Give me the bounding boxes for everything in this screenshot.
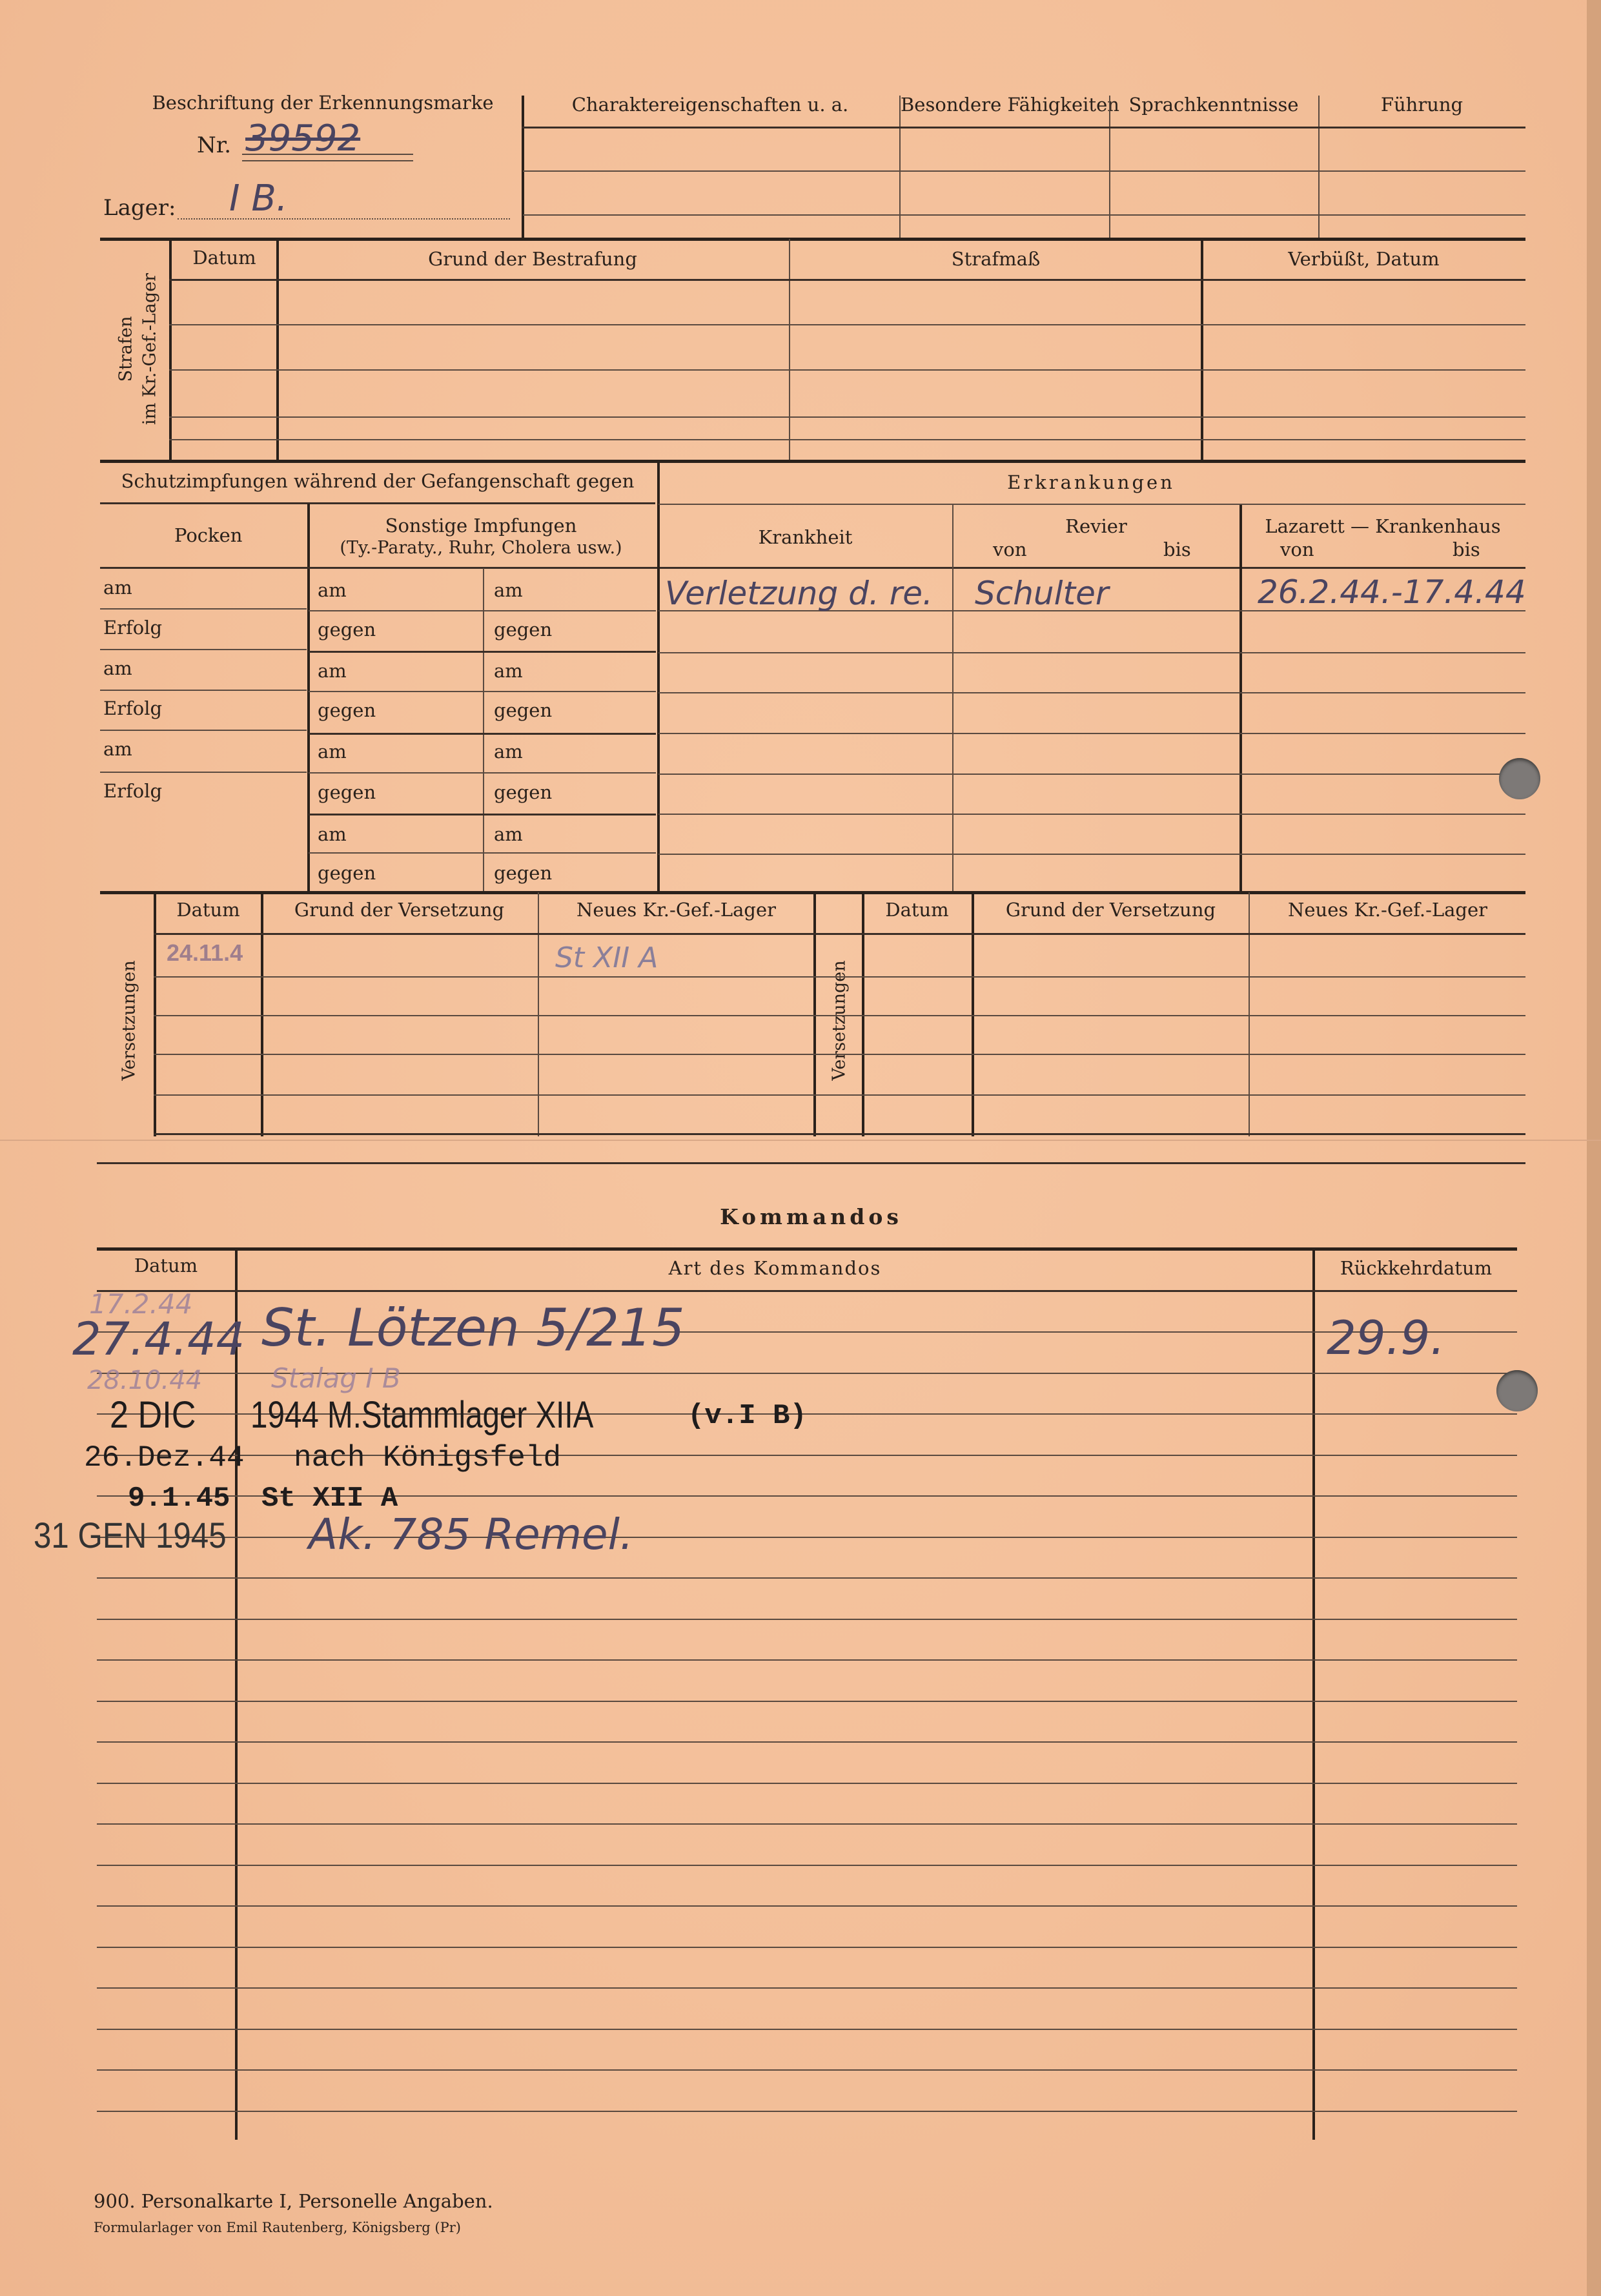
kommando-entry-4-rueck: (v.I B) — [688, 1400, 807, 1432]
impf-sep-1 — [307, 504, 310, 891]
top-line-2 — [523, 214, 1525, 216]
strafen-left-border — [169, 239, 172, 462]
kommandos-ruled-line — [97, 1865, 1517, 1866]
sonst-gegen-1b: gegen — [494, 619, 553, 641]
strafen-line-3 — [169, 416, 1525, 418]
strafen-side-label-1: Strafen — [116, 316, 136, 382]
vers-mid-border — [813, 892, 816, 1136]
strafen-line-4 — [169, 439, 1525, 440]
vers-r-sep-1 — [972, 892, 974, 1136]
impf-sep-2 — [483, 568, 484, 891]
kommandos-ruled-line — [97, 1905, 1517, 1907]
kommandos-ruled-line — [97, 1783, 1517, 1784]
sonst-am-3a: am — [318, 741, 347, 763]
erkrank-line-4 — [658, 733, 1525, 734]
versetzungen-side-label-left: Versetzungen — [119, 960, 139, 1081]
kommando-entry-2-art: St. Lötzen 5/215 — [261, 1298, 685, 1358]
vers-line-2 — [154, 1015, 1525, 1016]
entry-lazarett: 26.2.44.-17.4.44 — [1258, 573, 1526, 611]
kommando-entry-4-art: 1944 M.Stammlager XIIA — [250, 1394, 594, 1436]
pocken-erfolg-2: Erfolg — [103, 697, 163, 719]
section-line-1 — [100, 238, 1525, 241]
sonst-gegen-3a: gegen — [318, 781, 376, 803]
footer-line-2: Formularlager von Emil Rautenberg, Königsberg (Pr) — [94, 2220, 461, 2235]
kommandos-ruled-line — [97, 2069, 1517, 2071]
kommandos-col-datum: Datum — [134, 1255, 198, 1276]
erkrank-line-7 — [658, 854, 1525, 855]
nr-value: 39592 — [245, 118, 361, 159]
revier-header: Revier — [1065, 515, 1127, 537]
strafen-sep-3 — [1201, 239, 1203, 462]
kommandos-ruled-line — [97, 1659, 1517, 1661]
kommando-entry-5-art: nach Königsfeld — [294, 1441, 562, 1475]
section-line-4 — [97, 1162, 1525, 1164]
sonstige-header-1: Sonstige Impfungen — [385, 515, 577, 537]
pocken-am-3: am — [103, 738, 132, 760]
top-sep-3 — [1318, 96, 1320, 239]
vers-entry-datum: 24.11.4 — [167, 939, 243, 966]
kommando-entry-6-art: St XII A — [261, 1482, 398, 1515]
revier-von: von — [993, 538, 1027, 560]
sonst-gegen-1a: gegen — [318, 619, 376, 641]
erkrankungen-title: Erkrankungen — [1007, 471, 1175, 493]
impf-header-line — [100, 567, 1525, 569]
sonst-am-4a: am — [318, 823, 347, 845]
sonst-am-4b: am — [494, 823, 523, 845]
sonst-gegen-2b: gegen — [494, 699, 553, 721]
pocken-line-4 — [100, 730, 307, 731]
vers-line-3 — [154, 1054, 1525, 1055]
kommandos-ruled-line — [97, 2029, 1517, 2030]
impfungen-title-line — [100, 502, 655, 504]
pocken-header: Pocken — [174, 524, 243, 546]
sonst-line-5 — [309, 772, 656, 774]
pocken-am-1: am — [103, 577, 132, 599]
kommandos-top-line — [97, 1247, 1517, 1251]
kommando-entry-2-datum: 27.4.44 — [72, 1313, 245, 1366]
strafen-header-line — [169, 279, 1525, 281]
pocken-line-3 — [100, 690, 307, 691]
sonst-line-3 — [309, 691, 656, 692]
col-charakter: Charaktereigenschaften u. a. — [571, 94, 849, 116]
sonst-am-1b: am — [494, 579, 523, 601]
kommandos-ruled-line — [97, 1619, 1517, 1620]
kommandos-title: Kommandos — [720, 1204, 902, 1229]
kommandos-sep-1 — [235, 1249, 238, 2140]
sonst-line-4 — [309, 733, 656, 735]
entry-krankheit: Verletzung d. re. — [665, 575, 933, 612]
lazarett-bis: bis — [1453, 538, 1480, 560]
erkrank-line-5 — [658, 774, 1525, 775]
punch-hole-lower — [1496, 1370, 1538, 1411]
sonst-am-3b: am — [494, 741, 523, 763]
kommandos-header-line — [97, 1290, 1517, 1292]
kommandos-ruled-line — [97, 1577, 1517, 1579]
pocken-erfolg-1: Erfolg — [103, 617, 163, 639]
sonst-am-2a: am — [318, 660, 347, 682]
vers-entry-lager: St XII A — [555, 941, 658, 974]
vers-bottom-line — [154, 1133, 1525, 1135]
entry-revier: Schulter — [975, 575, 1109, 612]
sonst-am-1a: am — [318, 579, 347, 601]
vers-l-col-lager: Neues Kr.-Gef.-Lager — [576, 899, 777, 921]
lazarett-von: von — [1280, 538, 1314, 560]
lager-dotted-line — [178, 218, 510, 220]
kommandos-ruled-line — [97, 1701, 1517, 1702]
pocken-line-5 — [100, 772, 307, 773]
kommandos-ruled-line — [97, 1823, 1517, 1825]
lager-label: Lager: — [103, 195, 176, 221]
krankheit-header: Krankheit — [758, 526, 853, 548]
col-faehigkeiten: Besondere Fähigkeiten — [901, 94, 1119, 116]
top-sep-1 — [899, 96, 901, 239]
nr-underline-1 — [242, 154, 413, 155]
sonst-line-2 — [309, 651, 656, 653]
kommandos-ruled-line — [97, 1987, 1517, 1989]
top-line-1 — [523, 170, 1525, 172]
strafen-side-label-2: im Kr.-Gef.-Lager — [139, 272, 160, 425]
impfungen-title: Schutzimpfungen während der Gefangenschaft gegen — [121, 470, 635, 492]
versetzungen-side-label-right: Versetzungen — [829, 960, 850, 1081]
strafen-col-grund: Grund der Bestrafung — [428, 248, 637, 270]
strafen-col-verbuesst: Verbüßt, Datum — [1288, 248, 1440, 270]
sonst-line-6 — [309, 814, 656, 815]
vers-l-col-datum: Datum — [176, 899, 240, 921]
strafen-sep-2 — [789, 239, 790, 462]
col-fuehrung: Führung — [1380, 94, 1463, 116]
nr-underline-2 — [242, 160, 413, 161]
top-divider — [522, 96, 524, 239]
vers-r-sep-2 — [1249, 892, 1250, 1136]
kommandos-sep-2 — [1312, 1249, 1315, 2140]
erkrank-title-line — [658, 504, 1525, 505]
lager-value: I B. — [229, 178, 288, 220]
strafen-line-2 — [169, 369, 1525, 371]
vers-left-border-r — [862, 892, 864, 1136]
strafen-line-1 — [169, 324, 1525, 325]
sonst-gegen-4a: gegen — [318, 862, 376, 884]
nr-label: Nr. — [197, 132, 232, 158]
sonst-am-2b: am — [494, 660, 523, 682]
kommando-entry-1-datum: 17.2.44 — [89, 1288, 193, 1320]
kommando-entry-5-datum: 26.Dez.44 — [84, 1441, 245, 1475]
fold-line — [0, 1140, 1601, 1141]
sonst-line-7 — [309, 852, 656, 854]
erkrank-line-6 — [658, 814, 1525, 815]
punch-hole-upper — [1499, 758, 1540, 799]
footer-line-1: 900. Personalkarte I, Personelle Angaben. — [94, 2190, 493, 2212]
vers-line-1 — [154, 976, 1525, 978]
vers-line-4 — [154, 1094, 1525, 1096]
kommandos-ruled-line — [97, 2111, 1517, 2112]
vers-l-sep-2 — [538, 892, 539, 1136]
erkrank-sep-2 — [1239, 505, 1242, 891]
lazarett-header: Lazarett — Krankenhaus — [1265, 515, 1501, 537]
kommando-entry-6-datum: 9.1.45 — [128, 1482, 230, 1515]
erkennungsmarke-title: Beschriftung der Erkennungsmarke — [152, 92, 494, 114]
erkrank-sep-1 — [952, 505, 953, 891]
strafen-col-strafmass: Strafmaß — [951, 248, 1041, 270]
col-sprachen: Sprachkenntnisse — [1128, 94, 1299, 116]
kommando-entry-2-rueck: 29.9. — [1327, 1311, 1445, 1365]
kommandos-col-art: Art des Kommandos — [668, 1257, 882, 1279]
pocken-erfolg-3: Erfolg — [103, 780, 163, 802]
kommando-entry-3-art: Stalag I B — [271, 1362, 401, 1394]
kommando-entry-7-art: Ak. 785 Remel. — [309, 1510, 633, 1559]
top-header-line — [522, 127, 1525, 128]
card-edge — [1587, 0, 1601, 2296]
kommando-entry-3-datum: 28.10.44 — [87, 1366, 203, 1395]
section-line-3 — [100, 891, 1525, 894]
kommandos-col-rueck: Rückkehrdatum — [1340, 1257, 1493, 1279]
pocken-line-1 — [100, 608, 307, 610]
sonst-gegen-3b: gegen — [494, 781, 553, 803]
vers-r-col-grund: Grund der Versetzung — [1005, 899, 1216, 921]
revier-bis: bis — [1163, 538, 1191, 560]
sonst-line-1 — [309, 610, 656, 611]
vers-l-col-grund: Grund der Versetzung — [294, 899, 505, 921]
vers-r-col-lager: Neues Kr.-Gef.-Lager — [1287, 899, 1488, 921]
erkrank-line-3 — [658, 692, 1525, 693]
pocken-am-2: am — [103, 657, 132, 679]
sonst-gegen-2a: gegen — [318, 699, 376, 721]
vers-l-sep-1 — [261, 892, 263, 1136]
strafen-col-datum: Datum — [192, 247, 256, 269]
kommando-entry-4-datum: 2 DIC — [110, 1394, 196, 1436]
kommandos-ruled-line — [97, 1947, 1517, 1948]
vers-header-line — [154, 933, 1525, 935]
sonstige-header-2: (Ty.-Paraty., Ruhr, Cholera usw.) — [340, 538, 622, 558]
sonst-gegen-4b: gegen — [494, 862, 553, 884]
erkrank-line-2 — [658, 652, 1525, 653]
pocken-line-2 — [100, 649, 307, 650]
vers-r-col-datum: Datum — [885, 899, 949, 921]
strafen-sep-1 — [276, 239, 279, 462]
kommando-entry-7-datum: 31 GEN 1945 — [34, 1515, 227, 1555]
top-sep-2 — [1109, 96, 1110, 239]
section-line-2 — [100, 460, 1525, 463]
vers-left-border-l — [154, 892, 156, 1136]
kommandos-ruled-line — [97, 1741, 1517, 1743]
